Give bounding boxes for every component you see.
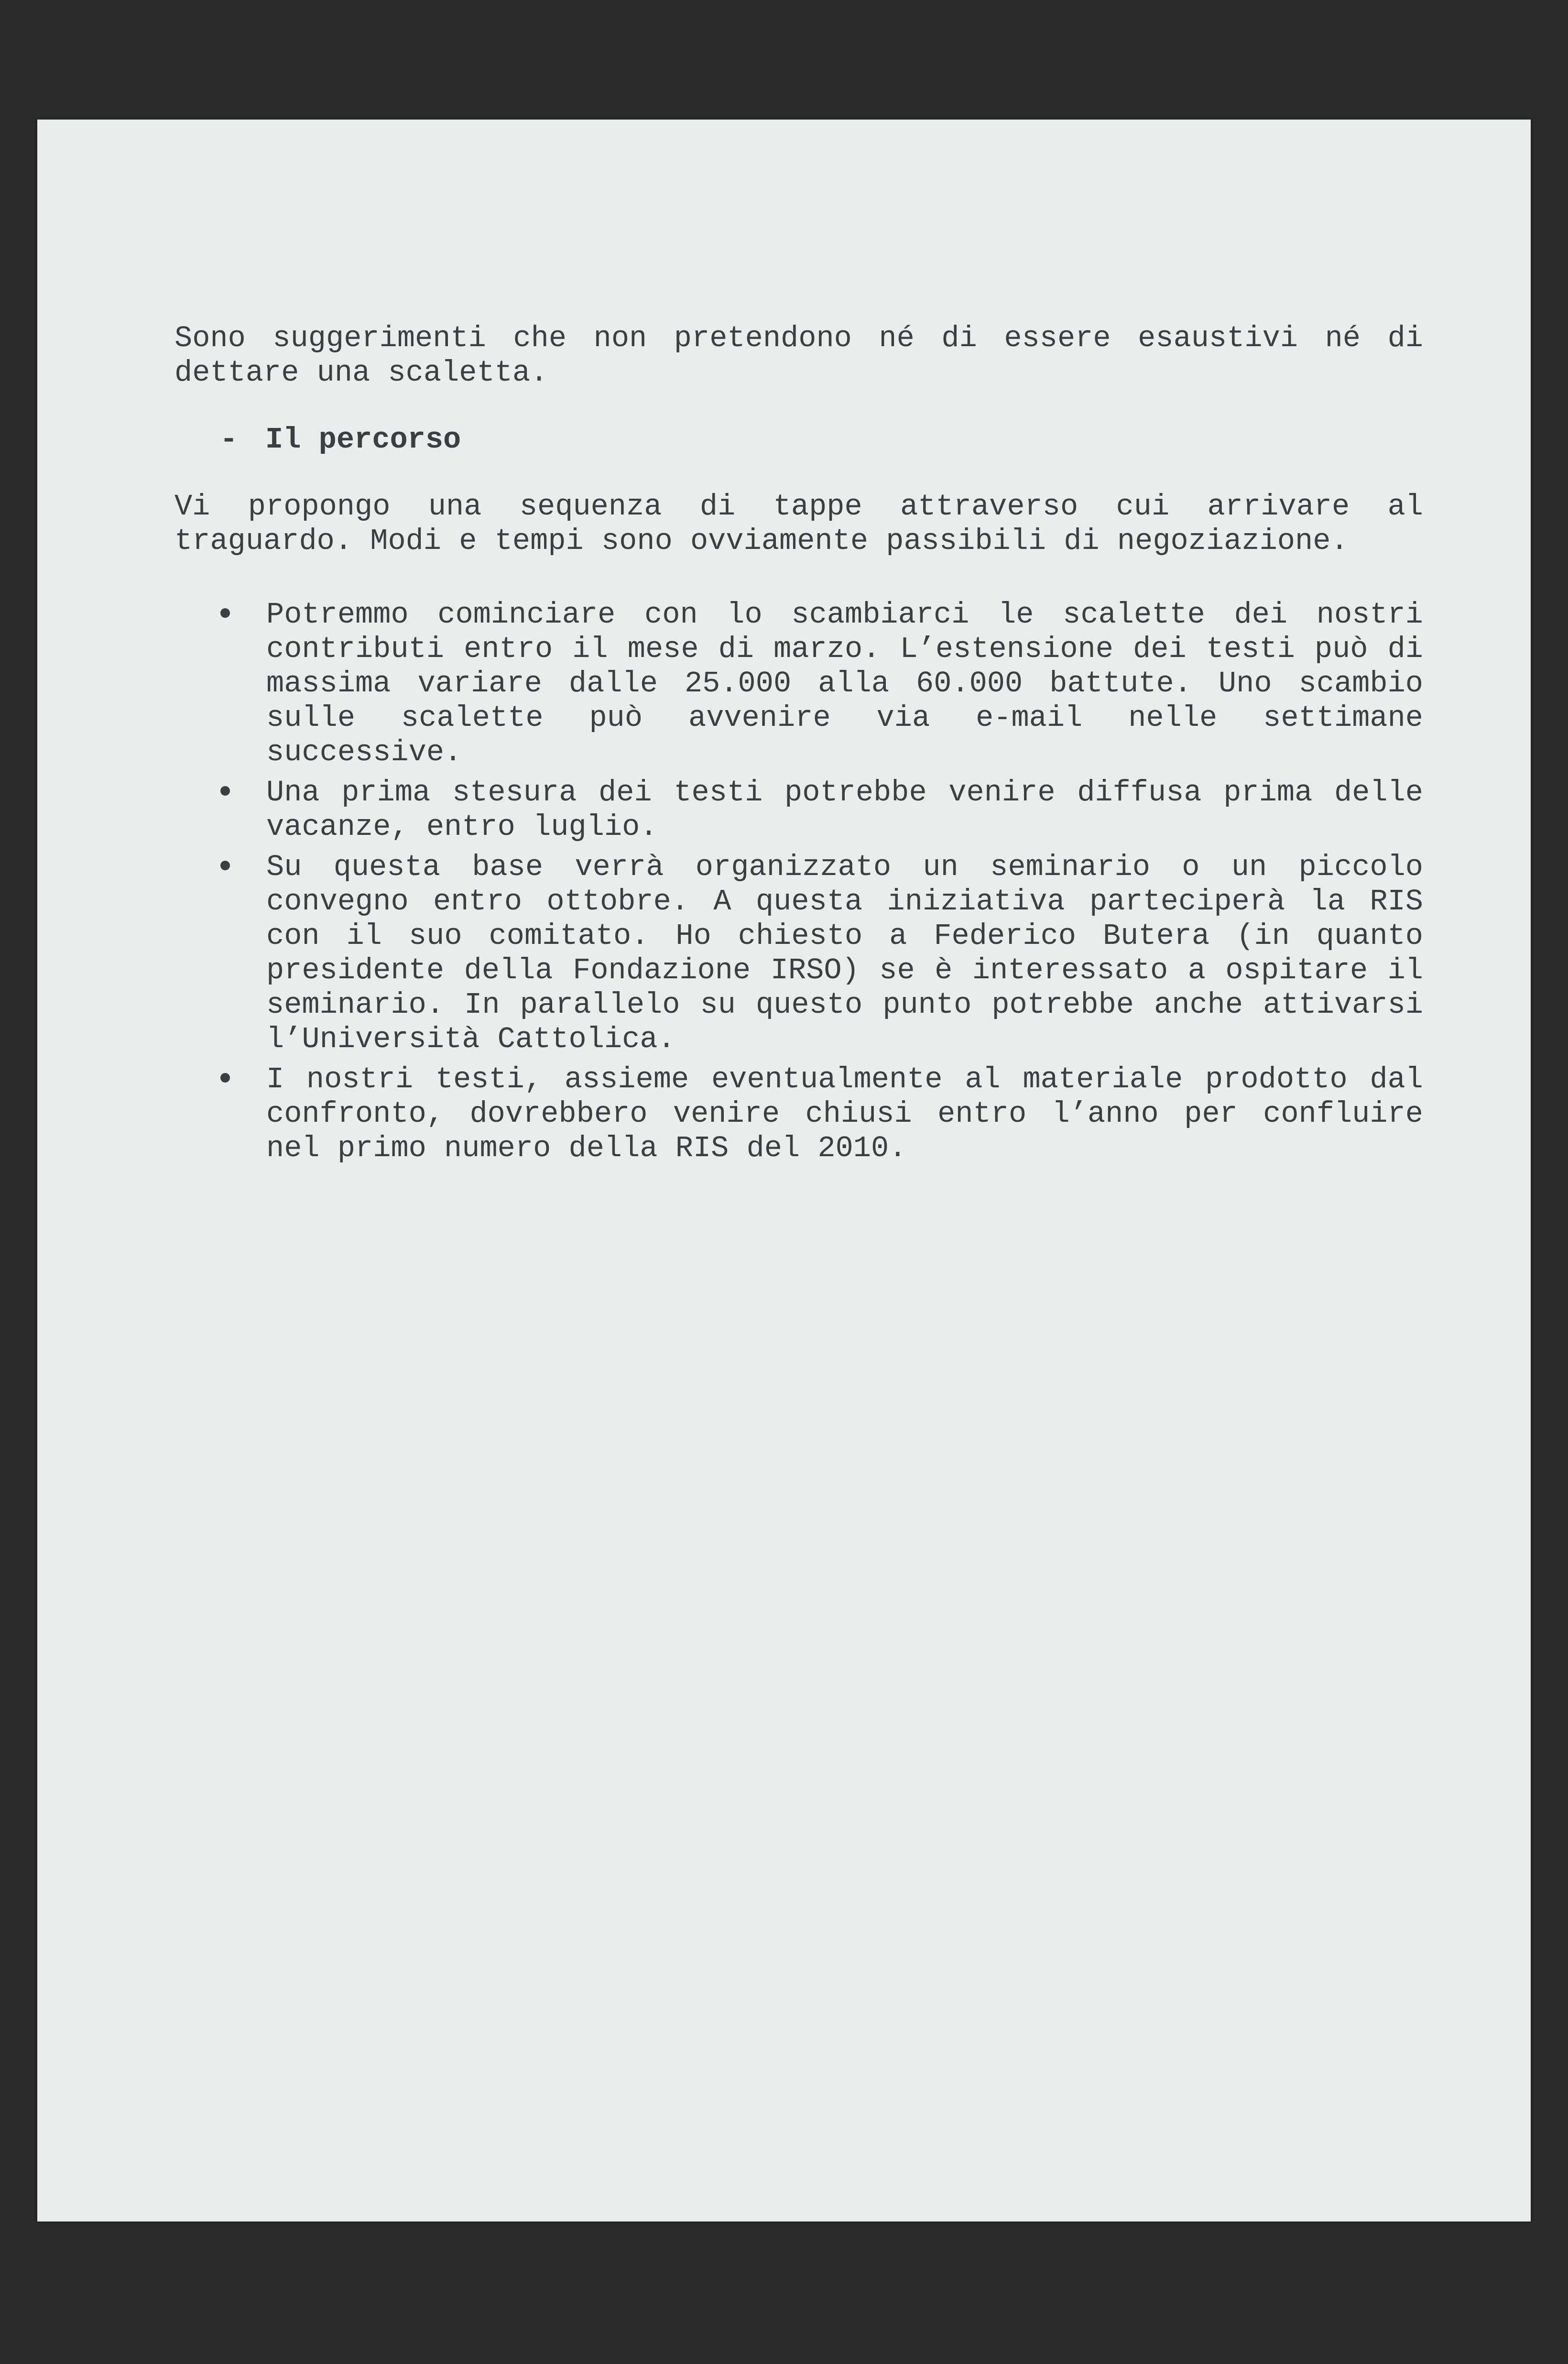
document-page — [37, 120, 1531, 2222]
document-body — [174, 321, 1423, 1171]
body-paragraph: Vi propongo una sequenza di tappe attraverso cui arrivare al traguardo. Modi e tempi sono ovviamente passibili di negoziazione. — [174, 490, 1423, 558]
list-item — [174, 1062, 1423, 1166]
intro-paragraph: Sono suggerimenti che non pretendono né di essere esaustivi né di dettare una scaletta. — [174, 321, 1423, 390]
list-item-text: Su questa base verrà organizzato un seminario o un piccolo convegno entro ottobre. A questa iniziativa parteciperà la RIS con il suo comitato. Ho chiesto a Federico Butera (in quanto presidente della Fondazione IRSO) se è interessato a ospitare il seminario. In parallelo su questo punto potrebbe anche attivarsi l’Università Cattolica. — [266, 850, 1423, 1056]
bullet-icon — [220, 861, 230, 870]
bullet-icon — [220, 1073, 230, 1083]
heading-dash: - — [220, 423, 238, 457]
list-item-text: Potremmo cominciare con lo scambiarci le scalette dei nostri contributi entro il mese di marzo. L’estensione dei testi può di massima variare dalle 25.000 alla 60.000 battute. Uno scambio sulle scalette può avvenire via e-mail nelle settimane successive. — [266, 598, 1423, 769]
section-title: Il percorso — [265, 423, 461, 457]
bullet-list — [174, 598, 1423, 1166]
section-heading — [174, 423, 1423, 457]
list-item-text: Una prima stesura dei testi potrebbe venire diffusa prima delle vacanze, entro luglio. — [266, 776, 1423, 844]
bullet-icon — [220, 608, 230, 618]
list-item — [174, 850, 1423, 1057]
list-item — [174, 776, 1423, 844]
bullet-icon — [220, 786, 230, 796]
list-item-text: I nostri testi, assieme eventualmente al materiale prodotto dal confronto, dovrebbero venire chiusi entro l’anno per confluire nel primo numero della RIS del 2010. — [266, 1062, 1423, 1165]
list-item — [174, 598, 1423, 770]
